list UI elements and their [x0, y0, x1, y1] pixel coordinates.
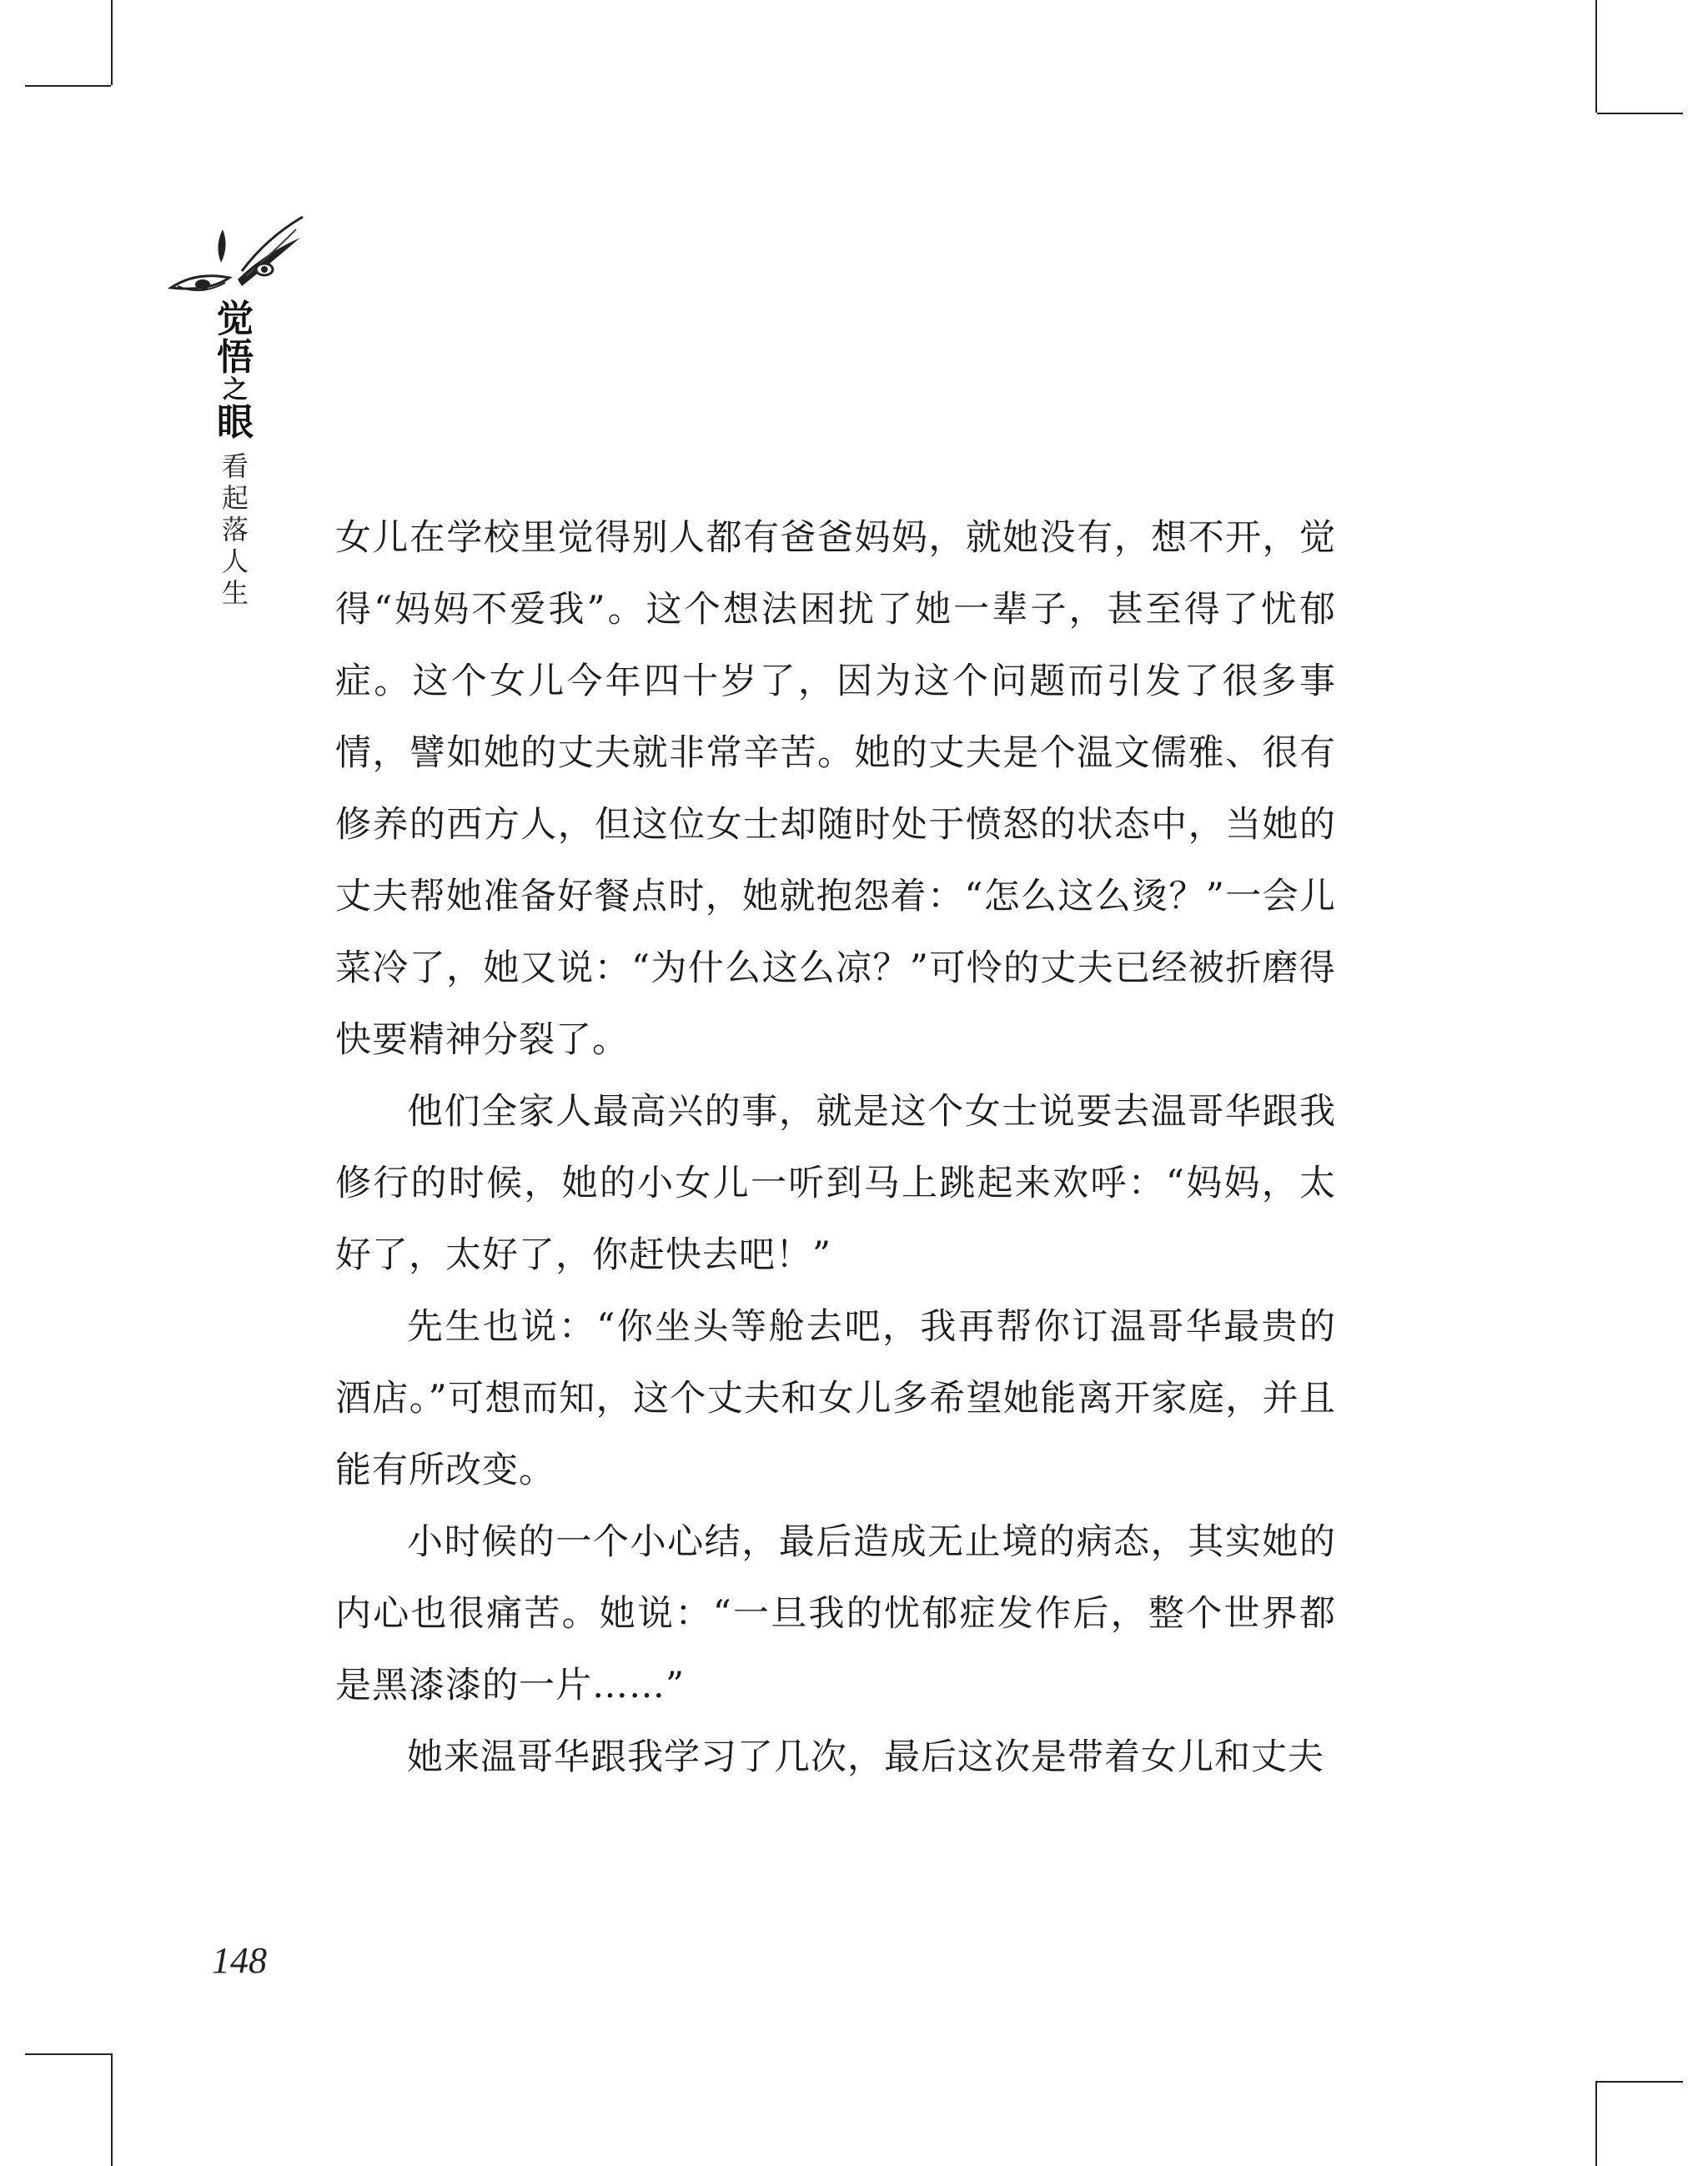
page-number: 148: [212, 1940, 267, 1981]
side-subtitle-char: 生: [221, 577, 249, 609]
paragraph: 他们全家人最高兴的事，就是这个女士说要去温哥华跟我修行的时候，她的小女儿一听到马上跳起来欢呼：“妈妈，太好了，太好了，你赶快去吧！”: [335, 1091, 1336, 1276]
crop-mark: [111, 0, 113, 85]
crop-mark: [25, 2053, 111, 2055]
side-title-char: 之: [223, 375, 248, 405]
side-title-sub: [219, 450, 252, 609]
side-title-main: [212, 300, 259, 442]
paragraph: 小时候的一个小心结，最后造成无止境的病态，其实她的内心也很痛苦。她说：“一旦我的忧郁症发作后，整个世界都是黑漆漆的一片……”: [335, 1521, 1336, 1706]
paragraph: 先生也说：“你坐头等舱去吧，我再帮你订温哥华最贵的酒店。”可想而知，这个丈夫和女儿多希望她能离开家庭，并且能有所改变。: [335, 1306, 1336, 1491]
side-title-char: 觉: [217, 298, 254, 340]
eye-logo-icon: [163, 213, 304, 304]
side-subtitle-char: 落: [221, 514, 249, 545]
paragraph: 她来温哥华跟我学习了几次，最后这次是带着女儿和丈夫: [407, 1736, 1324, 1778]
side-title-char: 悟: [217, 336, 254, 379]
crop-mark: [111, 2053, 113, 2166]
crop-mark: [1597, 113, 1683, 114]
crop-mark: [1595, 0, 1597, 113]
side-subtitle-char: 看: [221, 450, 249, 482]
crop-mark: [25, 85, 111, 87]
body-text: [335, 502, 1336, 1793]
crop-mark: [1595, 2081, 1597, 2166]
side-title-char: 眼: [217, 401, 254, 444]
side-subtitle-char: 人: [221, 545, 249, 577]
side-subtitle-char: 起: [221, 482, 249, 514]
crop-mark: [1597, 2081, 1683, 2083]
paragraph: 女儿在学校里觉得别人都有爸爸妈妈，就她没有，想不开，觉得“妈妈不爱我”。这个想法困扰了她一辈子，甚至得了忧郁症。这个女儿今年四十岁了，因为这个问题而引发了很多事情，譬如她的丈夫就非常辛苦。她的丈夫是个温文儒雅、很有修养的西方人，但这位女士却随时处于愤怒的状态中，当她的丈夫帮她准备好餐点时，她就抱怨着：“怎么这么烫？”一会儿菜冷了，她又说：“为什么这么凉？”可怜的丈夫已经被折磨得快要精神分裂了。: [335, 517, 1336, 1061]
